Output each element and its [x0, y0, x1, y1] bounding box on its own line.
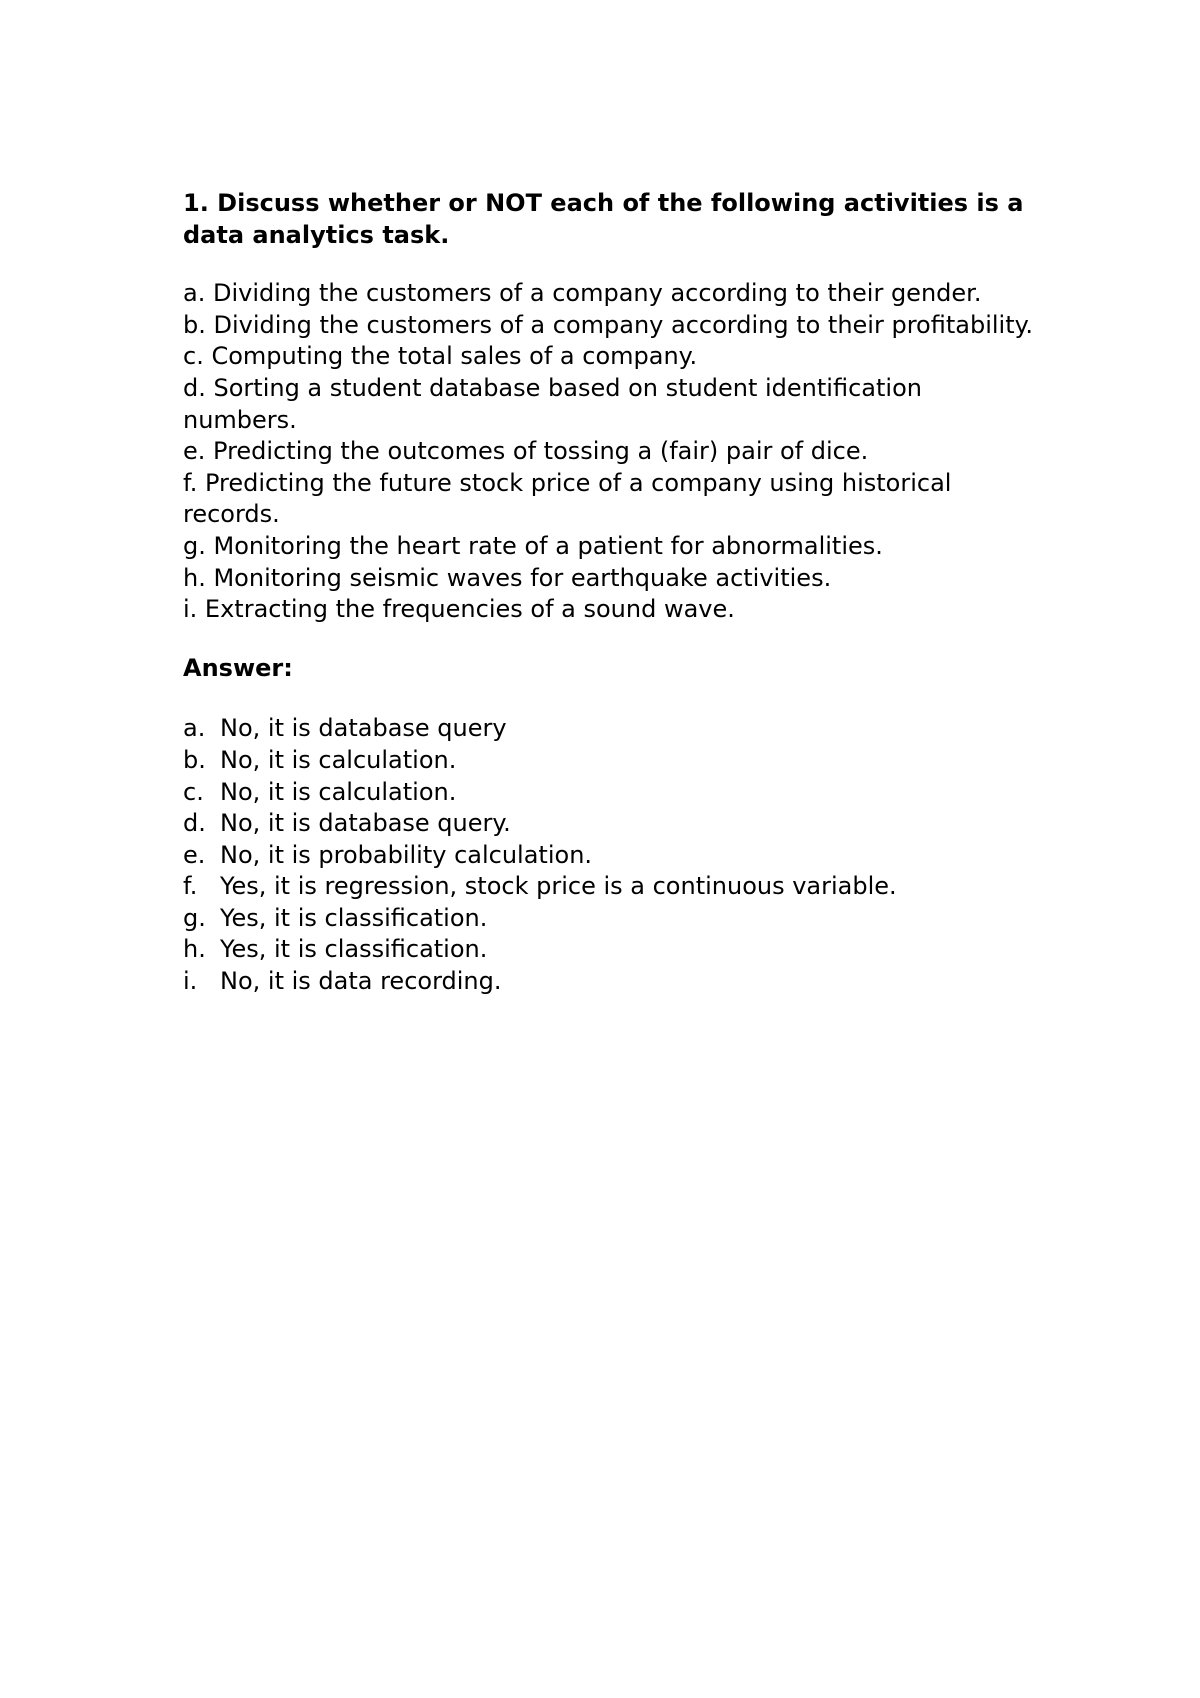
answer-letter: f. [183, 872, 198, 901]
answer-item [183, 777, 1043, 809]
answer-heading: Answer: [183, 653, 293, 682]
answer-text: No, it is data recording. [220, 967, 502, 996]
activity-item: f. Predicting the future stock price of a company using historical records. [183, 468, 952, 529]
answer-text: No, it is calculation. [220, 777, 457, 806]
answer-text: Yes, it is classification. [220, 903, 488, 932]
answer-text: No, it is calculation. [220, 745, 457, 774]
question-title: 1. Discuss whether or NOT each of the following activities is a data analytics task. [183, 189, 1024, 249]
document-page [183, 188, 1043, 998]
answer-text: No, it is database query [220, 714, 507, 743]
answer-text: No, it is probability calculation. [220, 840, 593, 869]
activity-item: g. Monitoring the heart rate of a patient for abnormalities. [183, 531, 883, 560]
answer-item [183, 745, 1043, 777]
answer-item [183, 840, 1043, 872]
answer-text: Yes, it is classification. [220, 935, 488, 964]
activity-item: h. Monitoring seismic waves for earthquake activities. [183, 563, 832, 592]
answer-letter: h. [183, 935, 206, 964]
activity-item: e. Predicting the outcomes of tossing a (fair) pair of dice. [183, 437, 869, 466]
answer-letter: a. [183, 714, 206, 743]
activity-item: a. Dividing the customers of a company according to their gender. [183, 279, 982, 308]
activity-item: c. Computing the total sales of a company. [183, 342, 698, 371]
answer-item [183, 903, 1043, 935]
answer-letter: e. [183, 840, 206, 869]
answer-text: No, it is database query. [220, 809, 511, 838]
activity-item: d. Sorting a student database based on student identification numbers. [183, 373, 922, 434]
activity-list [183, 278, 1043, 626]
answer-letter: b. [183, 745, 206, 774]
answer-item [183, 808, 1043, 840]
answer-item [183, 934, 1043, 966]
answer-list [183, 713, 1043, 997]
activity-item: b. Dividing the customers of a company according to their profitability. [183, 310, 1034, 339]
answer-letter: d. [183, 809, 206, 838]
answer-letter: c. [183, 777, 204, 806]
activity-item: i. Extracting the frequencies of a sound wave. [183, 595, 735, 624]
answer-text: Yes, it is regression, stock price is a continuous variable. [220, 872, 897, 901]
answer-item [183, 713, 1043, 745]
answer-letter: i. [183, 967, 198, 996]
answer-item [183, 871, 1043, 903]
answer-item [183, 966, 1043, 998]
answer-letter: g. [183, 903, 206, 932]
